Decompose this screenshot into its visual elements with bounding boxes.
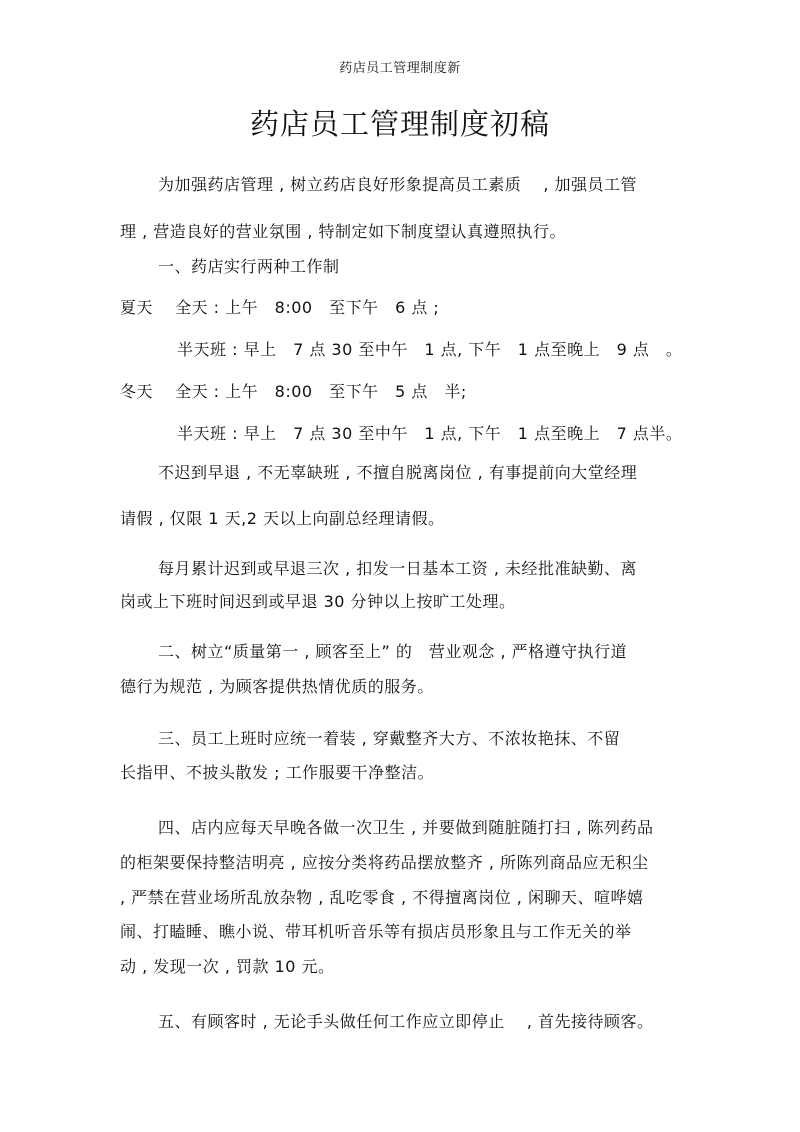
- section-heading-3-line-2: 长指甲、不披头散发 ; 工作服要干净整洁。: [120, 763, 435, 782]
- paragraph-line-attendance-1: 不迟到早退 , 不无辜缺班 , 不擅自脱离岗位 , 有事提前向大堂经理: [158, 463, 638, 482]
- section-heading-4-line-3: , 严禁在营业场所乱放杂物 , 乱吃零食 , 不得擅离岗位 , 闲聊天、喧哗嬉: [120, 888, 644, 907]
- section-heading-4-line-1: 四、店内应每天早晚各做一次卫生 , 并要做到随脏随打扫 , 陈列药品: [158, 818, 654, 837]
- section-heading-4-line-2: 的柜架要保持整洁明亮 , 应按分类将药品摆放整齐 , 所陈列商品应无积尘: [120, 853, 649, 872]
- section-heading-1: 一、药店实行两种工作制: [158, 257, 340, 276]
- paragraph-line-attendance-2: 请假 , 仅限 1 天,2 天以上向副总经理请假。: [120, 509, 445, 528]
- paragraph-line-intro-1: 为加强药店管理 , 树立药店良好形象提高员工素质 , 加强员工管: [158, 175, 638, 194]
- section-heading-3-line-1: 三、员工上班时应统一着装 , 穿戴整齐大方、不浓妆艳抹、不留: [158, 729, 621, 748]
- paragraph-line-penalty-2: 岗或上下班时间迟到或早退 30 分钟以上按旷工处理。: [120, 592, 516, 611]
- paragraph-line-intro-2: 理 , 营造良好的营业氛围 , 特制定如下制度望认真遵照执行。: [120, 222, 567, 241]
- schedule-summer-full: 夏天 全天 : 上午 8:00 至下午 6 点 ;: [120, 298, 440, 317]
- schedule-summer-half: 半天班 : 早上 7 点 30 至中午 1 点, 下午 1 点至晚上 9 点 。: [177, 340, 683, 359]
- section-heading-4-line-4: 闹、打瞌睡、瞧小说、带耳机听音乐等有损店员形象且与工作无关的举: [120, 922, 632, 941]
- paragraph-line-penalty-1: 每月累计迟到或早退三次 , 扣发一日基本工资 , 未经批准缺勤、离: [158, 559, 638, 578]
- document-title: 药店员工管理制度初稿: [249, 107, 550, 141]
- page-header: 药店员工管理制度新: [339, 61, 461, 76]
- schedule-winter-full: 冬天 全天 : 上午 8:00 至下午 5 点 半;: [120, 382, 467, 401]
- section-heading-2-line-1: 二、树立“质量第一 , 顾客至上” 的 营业观念 , 严格遵守执行道: [158, 642, 628, 661]
- section-heading-4-line-5: 动 , 发现一次 , 罚款 10 元。: [120, 957, 335, 976]
- schedule-winter-half: 半天班 : 早上 7 点 30 至中午 1 点, 下午 1 点至晚上 7 点半。: [177, 424, 683, 443]
- section-heading-5-line-1: 五、有顾客时 , 无论手头做任何工作应立即停止 , 首先接待顾客。: [158, 1012, 654, 1031]
- section-heading-2-line-2: 德行为规范 , 为顾客提供热情优质的服务。: [120, 677, 434, 696]
